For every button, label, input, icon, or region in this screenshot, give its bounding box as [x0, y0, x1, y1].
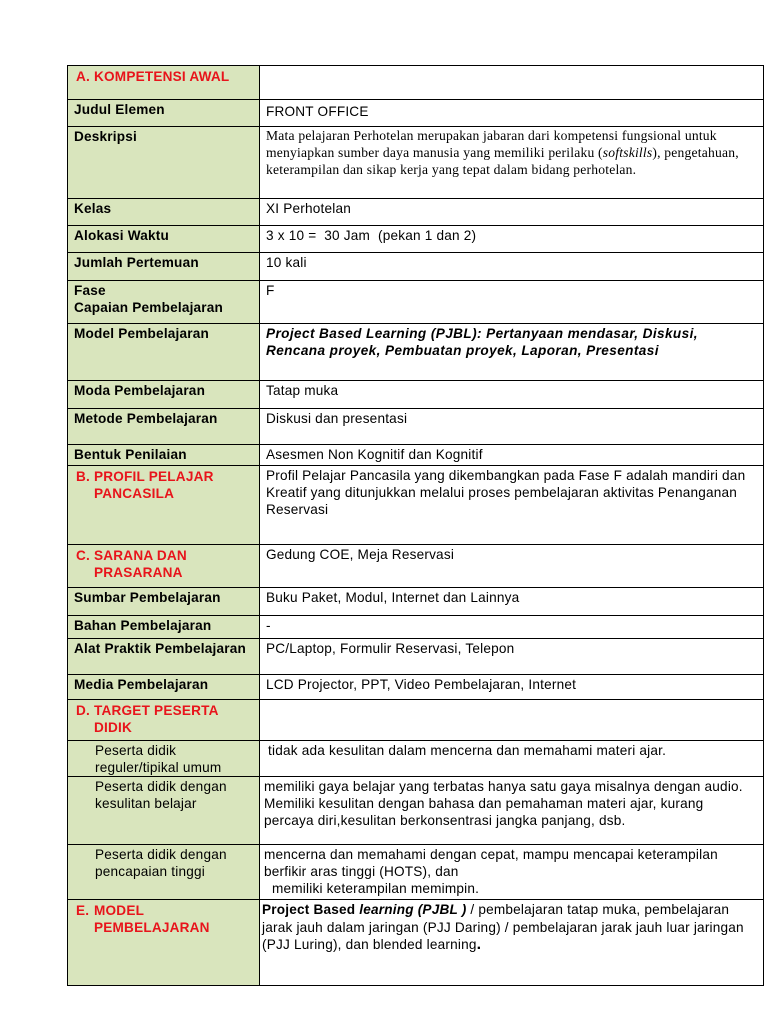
label-cell: Kelas	[68, 199, 260, 226]
sub-label-cell: Peserta didik reguler/tipikal umum	[68, 741, 260, 777]
value-cell: -	[260, 616, 764, 639]
value-cell: mencerna dan memahami dengan cepat, mampu mencapai keterampilan berfikir aras tinggi (HOTS), dan memiliki keterampilan memimpin.	[260, 845, 764, 900]
row-deskripsi	[68, 127, 764, 199]
section-letter: C.	[76, 548, 90, 563]
value-cell: Project Based Learning (PJBL): Pertanyaan mendasar, Diskusi, Rencana proyek, Pembuatan proyek, Laporan, Presentasi	[260, 324, 764, 381]
label-cell: Bentuk Penilaian	[68, 445, 260, 466]
row-fase	[68, 281, 764, 324]
value-cell: Tatap muka	[260, 381, 764, 409]
value-cell: Gedung COE, Meja Reservasi	[260, 545, 764, 588]
value-cell	[260, 700, 764, 741]
row-jumlah-pertemuan	[68, 253, 764, 281]
row-alokasi-waktu	[68, 226, 764, 253]
section-e-label	[68, 900, 260, 986]
value-cell: Asesmen Non Kognitif dan Kognitif	[260, 445, 764, 466]
section-letter: B.	[76, 469, 90, 484]
label-cell: Sumbar Pembelajaran	[68, 588, 260, 616]
value-cell: Buku Paket, Modul, Internet dan Lainnya	[260, 588, 764, 616]
label-cell: Moda Pembelajaran	[68, 381, 260, 409]
row-alat-praktik	[68, 639, 764, 675]
row-bentuk-penilaian	[68, 445, 764, 466]
row-metode-pembelajaran	[68, 409, 764, 445]
label-cell: Fase Capaian Pembelajaran	[68, 281, 260, 324]
value-cell: FRONT OFFICE	[260, 100, 764, 127]
value-cell: Diskusi dan presentasi	[260, 409, 764, 445]
row-model-pembelajaran-e	[68, 900, 764, 986]
section-title: SARANA DAN PRASARANA	[94, 548, 187, 580]
label-cell: Jumlah Pertemuan	[68, 253, 260, 281]
row-sarana-prasarana	[68, 545, 764, 588]
label-cell: Alat Praktik Pembelajaran	[68, 639, 260, 675]
value-cell: tidak ada kesulitan dalam mencerna dan memahami materi ajar.	[260, 741, 764, 777]
row-target-peserta	[68, 700, 764, 741]
value-cell	[260, 66, 764, 100]
value-cell: Project Based learning (PJBL ) / pembelajaran tatap muka, pembelajaran jarak jauh dalam jaringan (PJJ Daring) / pembelajaran jarak jauh luar jaringan (PJJ Luring), dan blended learning.	[260, 900, 764, 986]
value-cell: XI Perhotelan	[260, 199, 764, 226]
sub-label-cell: Peserta didik dengan kesulitan belajar	[68, 777, 260, 845]
value-cell: memiliki gaya belajar yang terbatas hanya satu gaya misalnya dengan audio. Memiliki kesulitan dengan bahasa dan pemahaman materi ajar, kurang percaya diri,kesulitan berkonsentrasi jangka panjang, dsb.	[260, 777, 764, 845]
row-judul-elemen	[68, 100, 764, 127]
row-bahan-pembelajaran	[68, 616, 764, 639]
row-kelas	[68, 199, 764, 226]
row-peserta-reguler	[68, 741, 764, 777]
label-cell: Model Pembelajaran	[68, 324, 260, 381]
value-cell: 3 x 10 = 30 Jam (pekan 1 dan 2)	[260, 226, 764, 253]
section-b-label	[68, 466, 260, 545]
value-cell: LCD Projector, PPT, Video Pembelajaran, Internet	[260, 675, 764, 700]
section-letter: D.	[76, 703, 90, 718]
label-cell: Bahan Pembelajaran	[68, 616, 260, 639]
lesson-plan-table	[67, 65, 764, 986]
section-title: KOMPETENSI AWAL	[94, 69, 230, 84]
sub-label-cell: Peserta didik dengan pencapaian tinggi	[68, 845, 260, 900]
row-model-pembelajaran	[68, 324, 764, 381]
section-a-label	[68, 66, 260, 100]
row-peserta-kesulitan	[68, 777, 764, 845]
section-title: MODEL PEMBELAJARAN	[94, 903, 210, 935]
section-d-label	[68, 700, 260, 741]
section-title: PROFIL PELAJAR PANCASILA	[94, 469, 214, 501]
row-kompetensi-awal	[68, 66, 764, 100]
section-letter: E.	[76, 903, 90, 918]
row-sumber-pembelajaran	[68, 588, 764, 616]
row-peserta-pencapaian	[68, 845, 764, 900]
label-cell: Deskripsi	[68, 127, 260, 199]
section-title: TARGET PESERTA DIDIK	[94, 703, 219, 735]
row-media-pembelajaran	[68, 675, 764, 700]
label-cell: Alokasi Waktu	[68, 226, 260, 253]
value-cell: Profil Pelajar Pancasila yang dikembangkan pada Fase F adalah mandiri dan Kreatif yang ditunjukkan melalui proses pembelajaran aktivitas Penanganan Reservasi	[260, 466, 764, 545]
value-cell: Mata pelajaran Perhotelan merupakan jabaran dari kompetensi fungsional untuk menyiapkan sumber daya manusia yang memiliki perilaku (softskills), pengetahuan, keterampilan dan sikap kerja yang tepat dalam bidang perhotelan.	[260, 127, 764, 199]
label-cell: Metode Pembelajaran	[68, 409, 260, 445]
section-letter: A.	[76, 69, 90, 84]
row-profil-pelajar	[68, 466, 764, 545]
value-cell: PC/Laptop, Formulir Reservasi, Telepon	[260, 639, 764, 675]
value-cell: F	[260, 281, 764, 324]
label-cell: Judul Elemen	[68, 100, 260, 127]
label-cell: Media Pembelajaran	[68, 675, 260, 700]
row-moda-pembelajaran	[68, 381, 764, 409]
section-c-label	[68, 545, 260, 588]
value-cell: 10 kali	[260, 253, 764, 281]
